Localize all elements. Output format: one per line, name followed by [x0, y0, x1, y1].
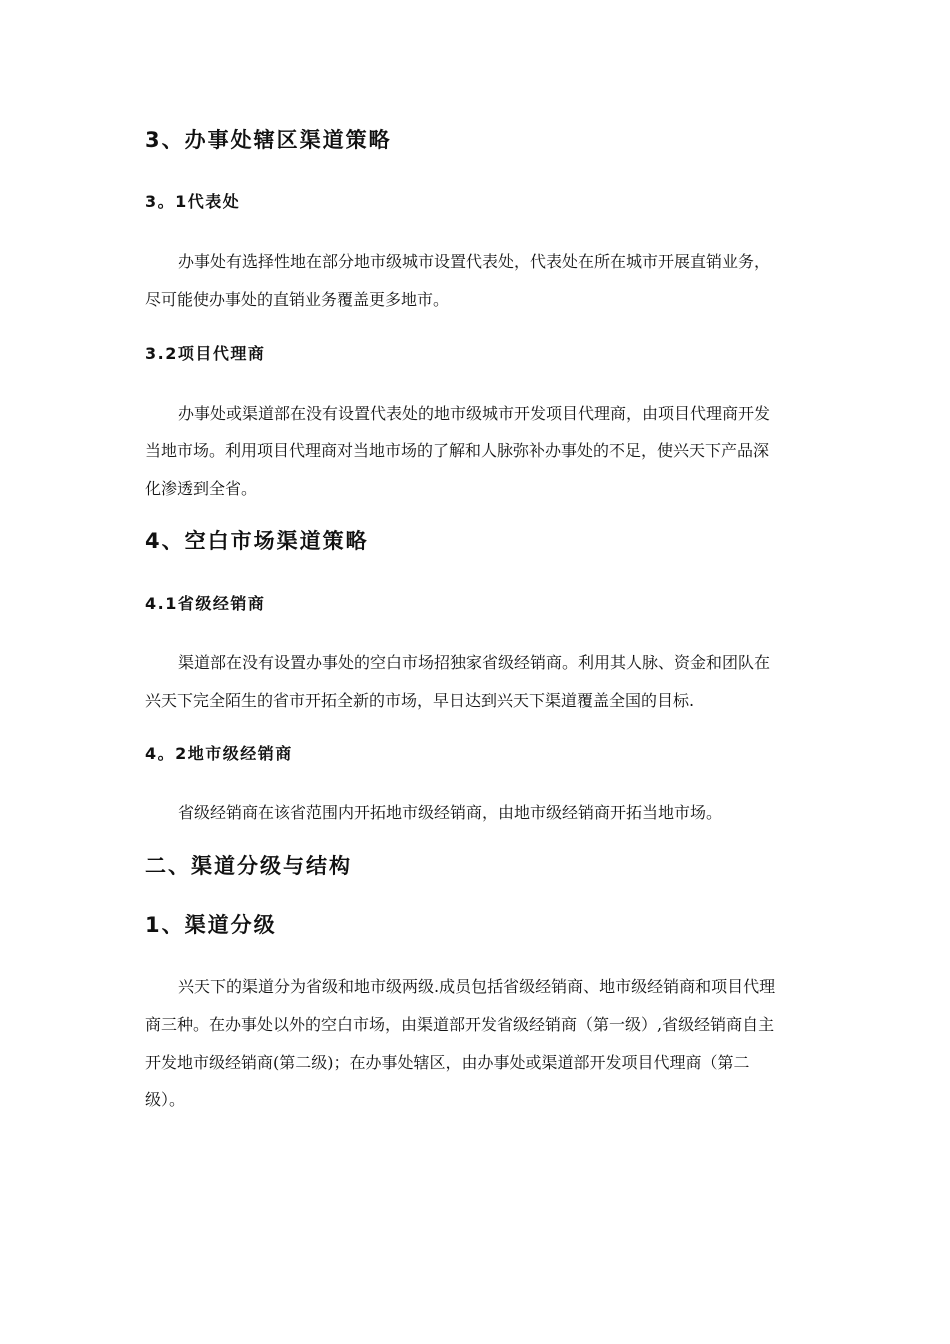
section-3-2-line-2: 当地市场。利用项目代理商对当地市场的了解和人脉弥补办事处的不足，使兴天下产品深 — [145, 441, 770, 460]
section-4-1-line-1: 渠道部在没有设置办事处的空白市场招独家省级经销商。利用其人脉、资金和团队在 — [178, 653, 771, 672]
section-3-2-line-1: 办事处或渠道部在没有设置代表处的地市级城市开发项目代理商，由项目代理商开发 — [178, 404, 771, 423]
section-4-2-heading: 4。2地市级经销商 — [145, 744, 293, 763]
part-2-section-1-line-3: 开发地市级经销商(第二级)；在办事处辖区，由办事处或渠道部开发项目代理商（第二 — [145, 1053, 750, 1072]
section-4-heading: 4、空白市场渠道策略 — [145, 529, 369, 553]
part-2-section-1-line-2: 商三种。在办事处以外的空白市场，由渠道部开发省级经销商（第一级）,省级经销商自主 — [145, 1015, 775, 1034]
section-3-1-line-2: 尽可能使办事处的直销业务覆盖更多地市。 — [145, 290, 450, 309]
part-2-section-1-line-1: 兴天下的渠道分为省级和地市级两级.成员包括省级经销商、地市级经销商和项目代理 — [178, 977, 776, 996]
section-3-2-line-3: 化渗透到全省。 — [145, 479, 258, 498]
part-2-section-1-line-4: 级）。 — [145, 1090, 186, 1109]
section-3-heading: 3、办事处辖区渠道策略 — [145, 128, 392, 152]
part-2-section-1-heading: 1、渠道分级 — [145, 913, 277, 937]
section-3-2-heading: 3.2项目代理商 — [145, 344, 266, 363]
section-3-1-heading: 3。1代表处 — [145, 192, 241, 211]
part-2-heading: 二、渠道分级与结构 — [145, 854, 352, 878]
section-4-2-line-1: 省级经销商在该省范围内开拓地市级经销商，由地市级经销商开拓当地市场。 — [178, 803, 723, 822]
section-4-1-line-2: 兴天下完全陌生的省市开拓全新的市场，早日达到兴天下渠道覆盖全国的目标. — [145, 691, 695, 710]
section-4-1-heading: 4.1省级经销商 — [145, 594, 266, 613]
section-3-1-line-1: 办事处有选择性地在部分地市级城市设置代表处，代表处在所在城市开展直销业务， — [178, 252, 771, 271]
